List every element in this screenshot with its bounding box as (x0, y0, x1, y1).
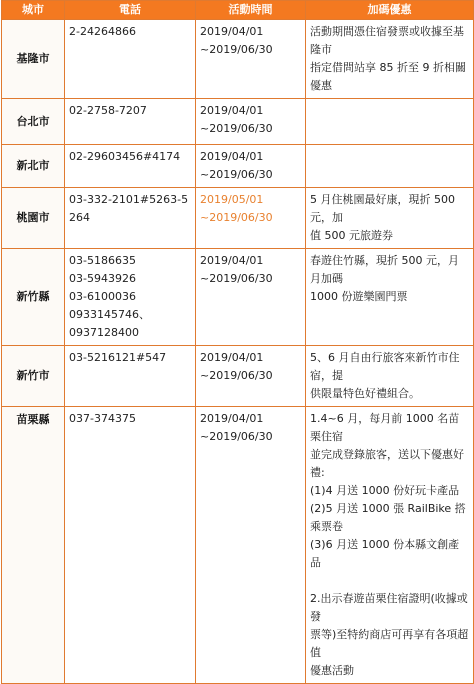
period-start: 2019/04/01 (200, 104, 264, 117)
phone-number: 03-5186635 (69, 254, 136, 267)
period-end: ~2019/06/30 (200, 168, 273, 181)
offer-cell (306, 20, 474, 99)
phone-cell (65, 346, 196, 407)
period-end: ~2019/06/30 (200, 369, 273, 382)
phone-number: 03-6100036 (69, 290, 136, 303)
phone-cell (65, 20, 196, 99)
promotion-table-container (1, 0, 473, 684)
promotion-table (1, 0, 474, 684)
offer-cell (306, 188, 474, 249)
offer-cell (306, 145, 474, 188)
city-cell: 基隆市 (2, 20, 65, 99)
offer-line: 1000 份遊樂園門票 (310, 290, 408, 303)
offer-cell (306, 346, 474, 407)
phone-cell (65, 188, 196, 249)
header-phone: 電話 (65, 1, 196, 20)
city-cell: 新竹縣 (2, 249, 65, 346)
phone-cell (65, 249, 196, 346)
period-cell (196, 407, 306, 684)
period-cell (196, 145, 306, 188)
offer-line: 指定借問站享 85 折至 9 折相關優惠 (310, 61, 466, 92)
phone-number: 03-5216121#547 (69, 351, 167, 364)
period-start: 2019/04/01 (200, 351, 264, 364)
city-cell: 台北市 (2, 99, 65, 145)
phone-number: 03-5943926 (69, 272, 136, 285)
phone-number: 2-24264866 (69, 25, 136, 38)
phone-number: 037-374375 (69, 412, 136, 425)
offer-line: 優惠活動 (310, 664, 354, 677)
period-start: 2019/04/01 (200, 25, 264, 38)
period-start: 2019/04/01 (200, 254, 264, 267)
offer-line: 2.出示春遊苗栗住宿證明(收據或發 (310, 592, 468, 623)
period-start: 2019/04/01 (200, 150, 264, 163)
city-cell: 新北市 (2, 145, 65, 188)
period-start: 2019/05/01 (200, 193, 264, 206)
period-cell (196, 249, 306, 346)
table-row (2, 145, 474, 188)
period-cell (196, 99, 306, 145)
offer-line: 供限量特色好禮組合。 (310, 387, 420, 400)
phone-number: 02-2758-7207 (69, 104, 147, 117)
period-end: ~2019/06/30 (200, 430, 273, 443)
header-city: 城市 (2, 1, 65, 20)
offer-line: 5 月住桃園最好康，現折 500 元，加 (310, 193, 455, 224)
period-cell (196, 346, 306, 407)
table-row (2, 249, 474, 346)
period-cell (196, 188, 306, 249)
offer-line: (3)6 月送 1000 份本縣文創產品 (310, 538, 460, 569)
offer-line: 1.4~6 月，每月前 1000 名苗栗住宿 (310, 412, 460, 443)
offer-line: 票等)至特約商店可再享有各項超值 (310, 628, 469, 659)
offer-cell (306, 249, 474, 346)
phone-cell (65, 407, 196, 684)
period-cell (196, 20, 306, 99)
table-row (2, 20, 474, 99)
period-end: ~2019/06/30 (200, 43, 273, 56)
period-end: ~2019/06/30 (200, 272, 273, 285)
offer-line: (1)4 月送 1000 份好玩卡產品 (310, 484, 460, 497)
offer-spacer (310, 572, 469, 590)
period-start: 2019/04/01 (200, 412, 264, 425)
table-row (2, 188, 474, 249)
phone-number: 0933145746、 (69, 308, 150, 321)
offer-cell (306, 99, 474, 145)
offer-line: 5、6 月自由行旅客來新竹市住宿，提 (310, 351, 460, 382)
phone-cell (65, 99, 196, 145)
table-row (2, 407, 474, 684)
table-row (2, 99, 474, 145)
phone-cell (65, 145, 196, 188)
city-cell: 桃園市 (2, 188, 65, 249)
phone-number: 02-29603456#4174 (69, 150, 181, 163)
offer-line: 活動期間憑住宿發票或收據至基隆市 (310, 25, 464, 56)
table-header-row (2, 1, 474, 20)
header-offer: 加碼優惠 (306, 1, 474, 20)
table-row (2, 346, 474, 407)
phone-number: 03-332-2101#5263-5264 (69, 193, 189, 224)
offer-line: 值 500 元旅遊券 (310, 229, 393, 242)
period-end: ~2019/06/30 (200, 122, 273, 135)
city-cell: 苗栗縣 (2, 407, 65, 684)
header-period: 活動時間 (196, 1, 306, 20)
offer-line: (2)5 月送 1000 張 RailBike 搭乘票卷 (310, 502, 466, 533)
table-body (2, 20, 474, 684)
period-end: ~2019/06/30 (200, 211, 273, 224)
city-cell: 新竹市 (2, 346, 65, 407)
offer-cell (306, 407, 474, 684)
phone-number: 0937128400 (69, 326, 139, 339)
offer-line: 並完成登錄旅客，送以下優惠好禮: (310, 448, 464, 479)
offer-line: 春遊住竹縣，現折 500 元，月月加碼 (310, 254, 459, 285)
